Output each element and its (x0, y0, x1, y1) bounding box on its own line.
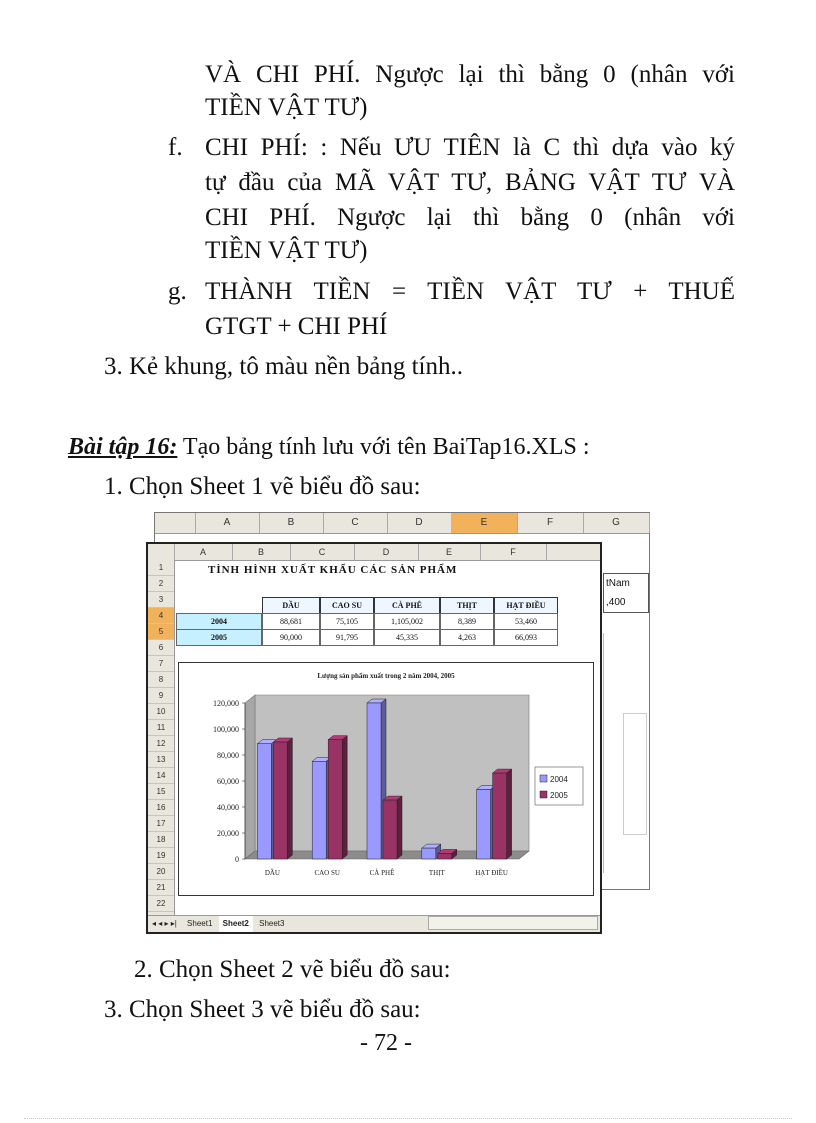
row-number: 10 (148, 704, 174, 720)
text-line: 3. Kẻ khung, tô màu nền bảng tính.. (104, 353, 463, 380)
row-number-selected: 5 (148, 624, 174, 640)
tab-sheet2[interactable]: Sheet2 (219, 916, 253, 932)
column-header-selected: E (451, 513, 518, 533)
y-tick-label: 40,000 (217, 803, 239, 812)
table-cell: 8,389 (440, 613, 494, 630)
row-number: 3 (148, 592, 174, 608)
bar-2005 (493, 773, 507, 859)
bar-side-2005 (342, 736, 347, 859)
exercise-label: Bài tập 16: (68, 434, 178, 460)
column-header (155, 513, 196, 533)
table-header: THỊT (440, 597, 494, 614)
row-number: 2 (148, 576, 174, 592)
column-header: A (195, 513, 260, 533)
text-line: TIỀN VẬT TƯ) (205, 94, 368, 121)
text-line: VÀ CHI PHÍ. Ngược lại thì bằng 0 (nhân với (205, 61, 735, 88)
y-tick-label: 0 (235, 855, 239, 864)
legend-label: 2005 (550, 791, 568, 800)
table-cell: 1,105,002 (374, 613, 440, 630)
column-header: C (290, 544, 355, 560)
y-tick-label: 100,000 (213, 725, 239, 734)
column-header: A (174, 544, 233, 560)
table-cell: 45,335 (374, 629, 440, 646)
row-number: 19 (148, 848, 174, 864)
row-number: 15 (148, 784, 174, 800)
table-cell: 91,795 (320, 629, 374, 646)
divider (603, 633, 604, 873)
table-cell: 75,105 (320, 613, 374, 630)
bar-2005 (273, 742, 287, 859)
excel-screenshot (146, 512, 654, 932)
bar-2005 (383, 800, 397, 859)
table-header: CÀ PHÊ (374, 597, 440, 614)
y-tick-label: 80,000 (217, 751, 239, 760)
text-line: tự đầu của MÃ VẬT TƯ, BẢNG VẬT TƯ VÀ (205, 169, 735, 196)
bar-2004 (422, 848, 436, 859)
cell-text: tNam (606, 578, 630, 589)
bar-2005 (438, 853, 452, 859)
text-line: 2. Chọn Sheet 2 vẽ biểu đồ sau: (134, 956, 451, 983)
row-number: 6 (148, 640, 174, 656)
column-header: F (480, 544, 547, 560)
row-number: 21 (148, 880, 174, 896)
text-line: GTGT + CHI PHÍ (205, 313, 388, 340)
row-number: 12 (148, 736, 174, 752)
x-tick-label: DẦU (264, 869, 280, 877)
table-header: CAO SU (320, 597, 374, 614)
tab-sheet1[interactable]: Sheet1 (187, 919, 213, 928)
x-tick-label: THỊT (428, 869, 445, 877)
row-number: 20 (148, 864, 174, 880)
column-header: C (323, 513, 388, 533)
row-number: 14 (148, 768, 174, 784)
text-line: THÀNH TIỀN = TIỀN VẬT TƯ + THUẾ (205, 278, 735, 305)
chart-title: Lượng sản phẩm xuất trong 2 năm 2004, 2005 (317, 672, 455, 680)
column-header-bar (148, 544, 600, 561)
bar-side-2005 (397, 796, 402, 859)
list-marker-f: f. (168, 134, 183, 161)
bar-chart-svg (179, 663, 593, 895)
sheet-tab-bar (148, 915, 600, 932)
excel-front-window (146, 542, 602, 934)
row-number: 11 (148, 720, 174, 736)
row-number: 9 (148, 688, 174, 704)
table-cell: 66,093 (494, 629, 558, 646)
column-header: B (259, 513, 324, 533)
bar-side-2005 (287, 738, 292, 859)
partial-chart-frame (623, 713, 647, 835)
row-number: 22 (148, 896, 174, 912)
horizontal-scrollbar[interactable] (428, 916, 598, 930)
y-tick-label: 60,000 (217, 777, 239, 786)
partial-cell-block (603, 573, 649, 613)
table-cell: 53,460 (494, 613, 558, 630)
row-number: 7 (148, 656, 174, 672)
column-header (148, 544, 175, 560)
column-header: G (583, 513, 650, 533)
table-header: DẦU (262, 597, 320, 614)
row-header-bar (148, 560, 175, 916)
table-cell: 88,681 (262, 613, 320, 630)
column-header: F (517, 513, 584, 533)
row-number: 18 (148, 832, 174, 848)
legend-label: 2004 (550, 775, 568, 784)
column-header-bar (155, 513, 649, 534)
y-tick-label: 120,000 (213, 699, 239, 708)
text-line: CHI PHÍ. Ngược lại thì bằng 0 (nhân với (205, 204, 735, 231)
bar-2004 (312, 761, 326, 859)
text-line: 3. Chọn Sheet 3 vẽ biểu đồ sau: (104, 996, 421, 1023)
bar-2004 (367, 703, 381, 859)
bar-2004 (477, 790, 491, 859)
year-cell: 2004 (176, 613, 262, 630)
column-header: E (418, 544, 481, 560)
chart-area[interactable] (178, 662, 594, 896)
text-line: CHI PHÍ: : Nếu ƯU TIÊN là C thì dựa vào ký (205, 134, 735, 161)
x-tick-label: CAO SU (314, 869, 340, 877)
x-tick-label: HẠT ĐIỀU (475, 869, 508, 877)
plot-side-wall (245, 695, 255, 859)
bar-side-2005 (507, 769, 512, 859)
row-number: 1 (148, 560, 174, 576)
row-number-selected: 4 (148, 608, 174, 624)
row-number: 13 (148, 752, 174, 768)
year-cell: 2005 (176, 629, 262, 646)
row-number: 8 (148, 672, 174, 688)
text-line: 1. Chọn Sheet 1 vẽ biểu đồ sau: (104, 473, 421, 500)
tab-nav-arrows[interactable]: ◂ ◂ ▸ ▸| (152, 919, 177, 928)
table-cell: 4,263 (440, 629, 494, 646)
y-tick-label: 20,000 (217, 829, 239, 838)
row-number: 16 (148, 800, 174, 816)
exercise-heading (68, 432, 590, 462)
row-number: 17 (148, 816, 174, 832)
bar-2004 (257, 744, 271, 859)
table-cell: 90,000 (262, 629, 320, 646)
cell-text: ,400 (606, 597, 626, 608)
list-marker-g: g. (168, 278, 187, 305)
table-header: HẠT ĐIỀU (494, 597, 558, 614)
x-tick-label: CÀ PHÊ (369, 869, 395, 877)
page-number: - 72 - (360, 1030, 412, 1056)
bar-2005 (328, 740, 342, 859)
column-header: B (232, 544, 291, 560)
column-header: D (354, 544, 419, 560)
tab-sheet3[interactable]: Sheet3 (259, 919, 285, 928)
legend-swatch-2005 (540, 791, 547, 798)
exercise-text: Tạo bảng tính lưu với tên BaiTap16.XLS : (177, 434, 590, 460)
legend-swatch-2004 (540, 775, 547, 782)
footer-divider (24, 1118, 792, 1119)
column-header: D (387, 513, 452, 533)
sheet-title: TÌNH HÌNH XUẤT KHẨU CÁC SẢN PHẨM (208, 564, 458, 576)
text-line: TIỀN VẬT TƯ) (205, 237, 368, 264)
